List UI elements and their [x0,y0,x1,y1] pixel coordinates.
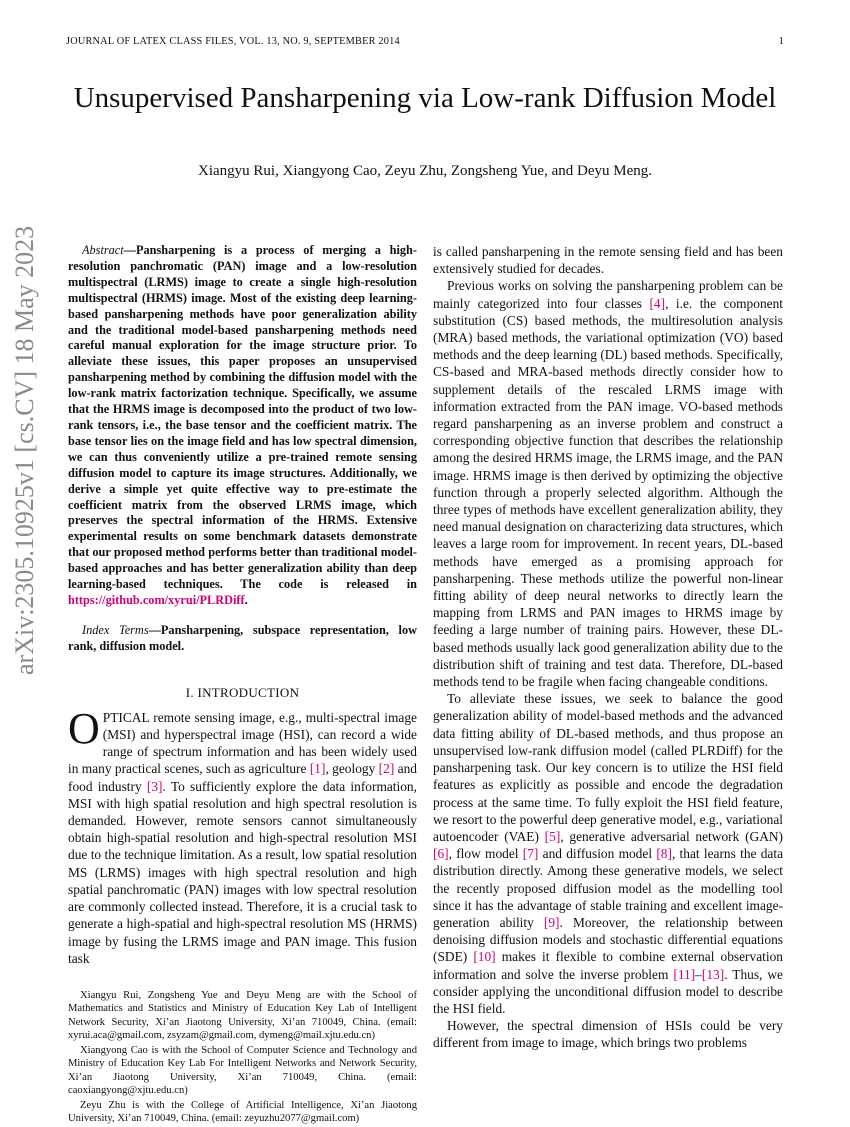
citation-link[interactable]: [4] [649,295,666,311]
citation-link[interactable]: [8] [656,846,672,862]
citation-link[interactable]: [9] [543,914,560,930]
body-text: , generative adversarial network (GAN) [560,828,783,844]
body-text: , flow model [448,846,523,862]
code-link[interactable]: https://github.com/xyrui/PLRDiff [68,592,245,607]
abstract-lead: Abstract [82,243,124,257]
journal-header: JOURNAL OF LATEX CLASS FILES, VOL. 13, NO. 9, SEPTEMBER 2014 [66,36,400,47]
citation-link[interactable]: [1] [309,761,326,777]
body-text: , i.e. the component substitution (CS) based methods, the multiresolution analysis (MRA) based methods, the variational optimization (VO) based methods and the deep learning (DL) based methods. Specifically, CS-based and MRA-based methods directly consider how to supplement details of the rescaled LRMS image with information extracted from the PAN image. VO-based methods regard pansharpening as an inverse problem and construct a corresponding objective function that describes the relationship among the desired HRMS image, the LRMS image, and the PAN image. HRMS image is then derived by optimizing the objective function through a properly selected algorithm. Although the three types of methods have excellent generalization ability, they need manual designation on characterizing data structures, which leaves a large room for improvement. In recent years, DL-based methods have emerged as a promising approach for pansharpening. These methods utilize the powerful non-linear fitting ability of deep neural networks to directly learn the mapping from LRMS and PAN images to HRMS image by feeding a large number of training pairs. However, these DL-based methods usually lack good generalization ability due to the distribution shift of training and test data. Therefore, DL-based methods tend to be fragile when facing changeable conditions. [433,295,784,690]
body-text: To alleviate these issues, we seek to balance the good generalization ability of model-based methods and the advanced data fitting ability of DL-based methods, and thus propose an unsupervised low-rank diffusion model (called PLRDiff) for the pansharpening task. Our key concern is to utilize the HSI field features as explicitly as possible and encode the degradation process at the same time. To fully exploit the HSI field feature, we resort to the powerful deep generative model, e.g., variational autoencoder (VAE) [433,691,783,844]
intro-text: . To sufficiently explore the data information, MSI with high spatial resolution and high spectral resolution is demanded. However, remote sensors cannot simultaneously obtain high-spatial resolution and high-spectral resolution MSI due to the technique limitation. As a result, low spatial resolution MS (LRMS) images with high spectral resolution and high spatial panchromatic (PAN) images with low spectral resolution are commonly collected instead. Therefore, it is a crucial task to generate a high-spatial and high-spectral resolution MS (HRMS) image by fusing the LRMS image and PAN image. This fusion task [68,778,417,966]
index-terms-body: —Pansharpening, subspace representation, low rank, diffusion model. [68,622,417,653]
running-header [66,36,784,47]
citation-link[interactable]: [3] [146,778,163,794]
right-column [433,243,783,1052]
citation-link[interactable]: [10] [473,949,496,965]
body-text: . Thus, we consider applying the unconditional diffusion model to describe the HSI field. [433,966,783,1016]
affiliation-footnotes [68,989,417,1126]
intro-text: PTICAL remote sensing image, e.g., multi-spectral image (MSI) and hyperspectral image (HSI), can record a wide range of spectrum information and has been widely used in many practical scenes, such as agriculture [68,709,417,777]
page-number: 1 [778,36,784,47]
index-terms [68,623,417,655]
abstract-end: . [244,592,248,607]
citation-link[interactable]: [13] [701,966,725,982]
citation-link[interactable]: [5] [544,828,561,844]
introduction-text [68,703,417,967]
footnote-2: Xiangyong Cao is with the School of Computer Science and Technology and Ministry of Education Key Lab For Intelligent Networks and Network Security, Xi’an Jiaotong University, Xi’an 710049, China. (email: caoxiangyong@xjtu.edu.cn) [68,1044,417,1097]
footnote-1: Xiangyu Rui, Zongsheng Yue and Deyu Meng are with the School of Mathematics and Statistics and Ministry of Education Key Lab of Intelligent Network Security, Xi’an Jiaotong University, Xi’an 710049, China. (email: xyrui.aca@gmail.com, zsyzam@gmail.com, dymeng@mail.xjtu.edu.cn) [68,989,417,1042]
intro-text: and food industry [68,761,417,794]
footnote-3: Zeyu Zhu is with the College of Artificial Intelligence, Xi’an Jiaotong University, Xi’an 710049, China. (email: zeyuzhu2077@gmail.com) [68,1099,417,1125]
section-heading-introduction: I. INTRODUCTION [185,684,300,700]
body-text: and diffusion model [538,846,657,862]
abstract [68,243,417,609]
body-text: – [695,966,702,982]
body-text: Previous works on solving the pansharpening problem can be mainly categorized into four classes [433,278,783,311]
citation-link[interactable]: [6] [433,846,449,862]
author-list: Xiangyu Rui, Xiangyong Cao, Zeyu Zhu, Zongsheng Yue, and Deyu Meng. [198,163,652,179]
paragraph-previous-works [433,277,783,690]
paragraph-proposal [433,690,783,1017]
left-column [68,243,417,1127]
arxiv-stamp [10,225,40,705]
paragraph-continuation: is called pansharpening in the remote sensing field and has been extensively studied for decades. [433,244,783,277]
body-text: makes it flexible to combine external observation information and solve the inverse problem [433,949,783,982]
body-text: . Moreover, the relationship between denoising diffusion models and stochastic differential equations (SDE) [433,914,783,965]
arxiv-stamp-text: arXiv:2305.10925v1 [cs.CV] 18 May 2023 [10,225,39,675]
abstract-body: —Pansharpening is a process of merging a high-resolution panchromatic (PAN) image and a low-resolution multispectral (LRMS) image to create a single high-resolution multispectral (HRMS) image. Most of the existing deep learning-based pansharpening methods have poor generalization ability and the traditional model-based pansharpening methods need careful manual exploration for the image structure prior. To alleviate these issues, this paper proposes an unsupervised pansharpening method by combining the diffusion model with the low-rank matrix factorization technique. Specifically, we assume that the HRMS image is decomposed into the product of two low-rank tensors, i.e., the base tensor and the coefficient matrix. The base tensor lies on the image field and has low spectral dimension, we can thus conveniently utilize a pre-trained remote sensing diffusion model to capture its image structures. Additionally, we derive a simple yet quite effective way to pre-estimate the coefficient matrix from the observed LRMS image, which preserves the spectral information of the HRMS. Extensive experimental results on some benchmark datasets demonstrate that our proposed method performs better than traditional model-based approaches and has better generalization ability than deep learning-based techniques. The code is released in [68,243,417,592]
citation-link[interactable]: [7] [522,846,539,862]
body-text: , that learns the data distribution directly. Among these generative models, we select the recently proposed diffusion model as the modelling tool since it has the advantage of stable training and excellent image-generation ability [433,846,784,930]
paper-title: Unsupervised Pansharpening via Low-rank Diffusion Model [73,82,777,114]
citation-link[interactable]: [11] [673,966,696,982]
citation-link[interactable]: [2] [378,761,395,777]
intro-text: , geology [325,761,379,777]
index-terms-lead: Index Terms [82,622,149,637]
paragraph-spectral-dimension: However, the spectral dimension of HSIs could be very different from image to image, which brings two problems [433,1018,783,1051]
drop-cap: O [68,703,100,753]
